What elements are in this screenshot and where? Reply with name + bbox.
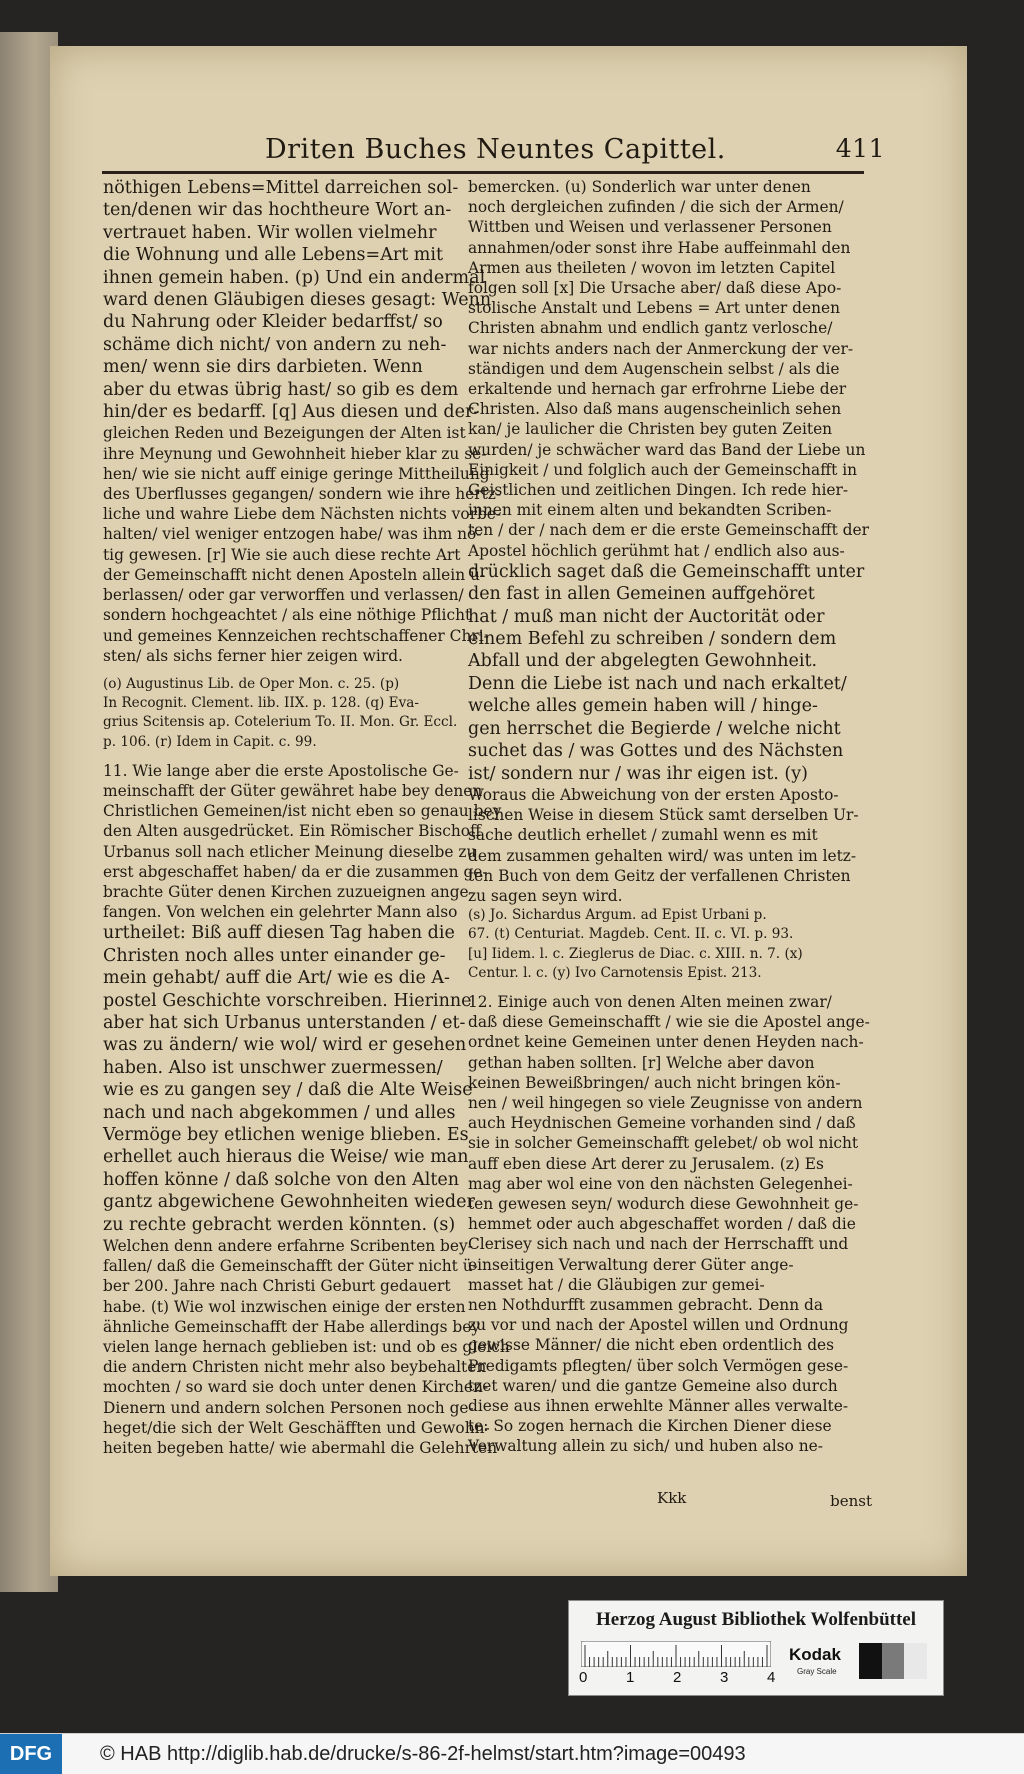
text-line: einem Befehl zu schreiben / sondern dem xyxy=(468,629,837,650)
text-line: einseitigen Verwaltung derer Güter ange- xyxy=(468,1255,794,1274)
text-line: urtheilet: Biß auff diesen Tag haben die xyxy=(103,923,455,944)
text-line: liche und wahre Liebe dem Nächsten nichts vorbe- xyxy=(103,505,502,524)
ruler-numbers xyxy=(579,1669,779,1689)
text-line: gethan haben sollten. [r] Welche aber davon xyxy=(468,1053,815,1072)
text-line: sie in solcher Gemeinschafft gelebet/ ob wol nicht xyxy=(468,1134,859,1153)
text-line: folgen soll [x] Die Ursache aber/ daß diese Apo- xyxy=(468,279,842,298)
text-line: hemmet oder auch abgeschaffet worden / daß die xyxy=(468,1215,856,1234)
text-line: Welchen denn andere erfahrne Scribenten bey- xyxy=(103,1237,473,1256)
kodak-brand: Kodak xyxy=(789,1645,841,1664)
text-line: te: So zogen hernach die Kirchen Diener diese xyxy=(468,1417,832,1436)
text-line: Dienern und andern solchen Personen noch ge- xyxy=(103,1398,474,1417)
text-line: des Uberflusses gegangen/ sondern wie ihre hertz- xyxy=(103,485,502,504)
footnote-line: [u] Iidem. l. c. Zieglerus de Diac. c. XIII. n. 7. (x) xyxy=(468,945,803,962)
text-line: ber 200. Jahre nach Christi Geburt gedauert xyxy=(103,1277,451,1296)
text-line: gantz abgewichene Gewohnheiten wieder xyxy=(103,1192,475,1213)
text-line: lischen Weise in diesem Stück samt derselben Ur- xyxy=(468,806,859,825)
text-line: haben. Also ist unschwer zuermessen/ xyxy=(103,1057,443,1078)
ruler-number: 1 xyxy=(626,1669,635,1686)
text-line: zu vor und nach der Apostel willen und Ordnung xyxy=(468,1316,849,1335)
text-line: ten / der / nach dem er die erste Gemeinschafft der xyxy=(468,521,869,540)
text-line: daß diese Gemeinschafft / wie sie die Apostel ange- xyxy=(468,1013,870,1032)
ruler-number: 3 xyxy=(720,1669,729,1686)
right-text-column xyxy=(468,177,870,1457)
text-line: aber hat sich Urbanus unterstanden / et- xyxy=(103,1012,466,1033)
text-line: fallen/ daß die Gemeinschafft der Güter nicht ü- xyxy=(103,1257,478,1276)
gray-scale-swatches xyxy=(859,1643,927,1679)
text-line: wurden/ je schwächer ward das Band der Liebe un xyxy=(468,440,866,459)
text-line: die Wohnung und alle Lebens=Art mit xyxy=(103,245,444,266)
text-line: 11. Wie lange aber die erste Apostolische Ge- xyxy=(103,761,459,780)
paragraph-gap xyxy=(103,752,455,761)
gray-scale-caption: Gray Scale xyxy=(797,1667,837,1676)
text-line: der Gemeinschafft nicht denen Aposteln allein ü- xyxy=(103,565,486,584)
library-name: Herzog August Bibliothek Wolfenbüttel xyxy=(595,1609,917,1630)
text-line: brachte Güter denen Kirchen zuzueignen ange- xyxy=(103,882,474,901)
gray-swatch-black xyxy=(859,1643,882,1679)
text-line: habe. (t) Wie wol inzwischen einige der ersten xyxy=(103,1297,466,1316)
text-line: Christlichen Gemeinen/ist nicht eben so genau bey xyxy=(103,802,502,821)
text-line: welche alles gemein haben will / hinge- xyxy=(468,696,818,717)
ruler-number: 2 xyxy=(673,1669,682,1686)
text-line: 12. Einige auch von denen Alten meinen zwar/ xyxy=(468,992,832,1011)
text-line: ten gewesen seyn/ wodurch diese Gewohnheit ge- xyxy=(468,1194,859,1213)
catchword: benst xyxy=(830,1492,872,1510)
text-line: Christen abnahm und endlich gantz verlosche/ xyxy=(468,319,833,338)
page-number: 411 xyxy=(835,134,885,163)
text-line: Vermöge bey etlichen wenige blieben. Es xyxy=(103,1125,469,1145)
text-line: Clerisey sich nach und nach der Herrschafft und xyxy=(468,1235,849,1254)
text-line: kan/ je laulicher die Christen bey guten Zeiten xyxy=(468,420,833,439)
text-line: masset hat / die Gläubigen zur gemei- xyxy=(468,1275,765,1294)
viewer-footer xyxy=(0,1733,1024,1774)
text-line: nöthigen Lebens=Mittel darreichen sol- xyxy=(103,178,459,198)
text-line: Woraus die Abweichung von der ersten Aposto- xyxy=(468,785,839,804)
text-line: und gemeines Kennzeichen rechtschaffener Chri- xyxy=(103,626,489,645)
text-line: schäme dich nicht/ von andern zu neh- xyxy=(103,334,447,355)
text-line: Christen noch alles unter einander ge- xyxy=(103,945,446,966)
text-line: sache deutlich erhellet / zumahl wenn es mit xyxy=(468,826,818,845)
text-line: gewisse Männer/ die nicht eben ordentlich des xyxy=(468,1336,835,1355)
footnote-line: (o) Augustinus Lib. de Oper Mon. c. 25. (p) xyxy=(103,675,400,692)
text-line: den Alten ausgedrücket. Ein Römischer Bischoff xyxy=(103,822,481,841)
footnote-line: 67. (t) Centuriat. Magdeb. Cent. II. c. VI. p. 93. xyxy=(468,926,794,943)
text-line: ordnet keine Gemeinen unter denen Heyden nach- xyxy=(468,1033,864,1052)
ruler-number: 4 xyxy=(767,1669,776,1686)
paragraph-gap xyxy=(103,666,455,675)
text-line: hat / muß man nicht der Auctorität oder xyxy=(468,606,825,627)
text-line: innen mit einem alten und bekandten Scriben- xyxy=(468,501,832,520)
dfg-logo: DFG xyxy=(0,1734,62,1774)
text-line: die andern Christen nicht mehr also beybehalten xyxy=(103,1358,487,1377)
text-line: drücklich saget daß die Gemeinschafft unter xyxy=(468,561,865,582)
text-line: ten Buch von dem Geitz der verfallenen Christen xyxy=(468,866,851,885)
text-line: vielen lange hernach geblieben ist: und ob es gleich xyxy=(103,1338,510,1357)
text-line: was zu ändern/ wie wol/ wird er gesehen xyxy=(103,1035,467,1056)
text-line: dem zusammen gehalten wird/ was unten im letz- xyxy=(468,846,857,865)
left-text-column xyxy=(103,177,510,1458)
footnote-line: Centur. l. c. (y) Ivo Carnotensis Epist. 213. xyxy=(468,964,762,981)
text-line: nach und nach abgekommen / und alles xyxy=(103,1102,456,1123)
text-line: sten/ als sichs ferner hier zeigen wird. xyxy=(103,646,403,665)
footnote-line: grius Scitensis ap. Cotelerium To. II. Mon. Gr. Eccl. xyxy=(103,714,458,731)
text-line: noch dergleichen zufinden / die sich der Armen/ xyxy=(468,198,844,217)
text-line: vertrauet haben. Wir wollen vielmehr xyxy=(103,222,437,243)
text-line: Christen. Also daß mans augenscheinlich sehen xyxy=(468,400,842,419)
signature-line xyxy=(602,1489,872,1529)
text-line: annahmen/oder sonst ihre Habe auffeinmahl den xyxy=(468,238,851,257)
text-line: tig gewesen. [r] Wie sie auch diese rechte Art xyxy=(103,545,461,564)
paragraph-gap xyxy=(468,983,866,992)
text-line: erhellet auch hieraus die Weise/ wie man xyxy=(103,1147,469,1168)
text-line: bemercken. (u) Sonderlich war unter denen xyxy=(468,178,811,196)
text-line: erkaltende und hernach gar erfrohrne Liebe der xyxy=(468,380,847,399)
text-line: men/ wenn sie dirs darbieten. Wenn xyxy=(103,357,423,378)
text-line: Einigkeit / und folglich auch der Gemeinschafft in xyxy=(468,460,858,479)
scan-label-card xyxy=(568,1600,944,1696)
text-line: auch Heydnischen Gemeine vorhanden sind / daß xyxy=(468,1114,856,1133)
text-line: tzet waren/ und die gantze Gemeine also durch xyxy=(468,1376,838,1395)
text-line: hen/ wie sie nicht auff einige geringe Mittheilung xyxy=(103,464,490,483)
gray-swatch-light xyxy=(904,1643,927,1679)
text-line: Denn die Liebe ist nach und nach erkaltet/ xyxy=(468,673,847,694)
text-line: berlassen/ oder gar verworffen und verlassen/ xyxy=(103,586,464,605)
text-line: du Nahrung oder Kleider bedarffst/ so xyxy=(103,312,443,333)
text-line: postel Geschichte vorschreiben. Hierinne xyxy=(103,990,472,1011)
text-line: ward denen Gläubigen dieses gesagt: Wenn xyxy=(103,290,492,311)
text-line: ten/denen wir das hochtheure Wort an- xyxy=(103,200,452,221)
text-line: halten/ viel weniger entzogen habe/ was ihm nö- xyxy=(103,525,482,544)
text-line: Urbanus soll nach etlicher Meinung dieselbe zu xyxy=(103,842,477,861)
text-line: hin/der es bedarff. [q] Aus diesen und der- xyxy=(103,402,480,423)
text-line: hoffen könne / daß solche von den Alten xyxy=(103,1169,460,1190)
text-line: fangen. Von welchen ein gelehrter Mann also xyxy=(103,903,458,922)
text-line: Predigamts pflegten/ über solch Vermögen gese- xyxy=(468,1356,849,1375)
text-line: suchet das / was Gottes und des Nächsten xyxy=(468,741,844,762)
text-line: mag aber wol eine von den nächsten Gelegenhei- xyxy=(468,1174,853,1193)
text-line: erst abgeschaffet haben/ da er die zusammen ge- xyxy=(103,862,488,881)
text-line: ähnliche Gemeinschafft der Habe allerdings bey xyxy=(103,1317,481,1336)
text-line: nen Nothdurfft zusammen gebracht. Denn da xyxy=(468,1296,824,1314)
text-line: zu rechte gebracht werden könnten. (s) xyxy=(103,1214,456,1235)
text-line: auff eben diese Art derer zu Jerusalem. (z) Es xyxy=(468,1154,824,1173)
text-line: Verwaltung allein zu sich/ und huben also ne- xyxy=(468,1437,823,1456)
text-line: ist/ sondern nur / was ihr eigen ist. (y) xyxy=(468,763,808,784)
footnote-line: (s) Jo. Sichardus Argum. ad Epist Urbani p. xyxy=(468,907,767,924)
text-line: ihnen gemein haben. (p) Und ein andermal xyxy=(103,267,486,288)
text-line: mochten / so ward sie doch unter denen Kirchen- xyxy=(103,1378,489,1397)
text-line: Wittben und Weisen und verlassener Personen xyxy=(468,218,832,237)
text-line: wie es zu gangen sey / daß die Alte Weise xyxy=(103,1080,473,1101)
signature-mark: Kkk xyxy=(657,1489,687,1507)
header-rule xyxy=(102,171,864,174)
text-line: stolische Anstalt und Lebens = Art unter denen xyxy=(468,299,841,318)
text-line: zu sagen seyn wird. xyxy=(468,886,623,905)
ruler-scale xyxy=(581,1641,771,1667)
text-line: nen / weil hingegen so viele Zeugnisse von andern xyxy=(468,1093,863,1112)
text-line: aber du etwas übrig hast/ so gib es dem xyxy=(103,379,459,400)
text-line: Armen aus theileten / wovon im letzten Capitel xyxy=(468,258,836,277)
text-line: Apostel höchlich gerühmt hat / endlich also aus- xyxy=(468,541,845,560)
footnote-line: p. 106. (r) Idem in Capit. c. 99. xyxy=(103,733,317,750)
text-line: Geistlichen und zeitlichen Dingen. Ich rede hier- xyxy=(468,481,849,500)
text-line: keinen Beweißbringen/ auch nicht bringen kön- xyxy=(468,1073,841,1092)
text-line: ständigen und dem Augenschein selbst / als die xyxy=(468,359,840,378)
text-line: war nichts anders nach der Anmerckung der ver- xyxy=(468,339,854,358)
text-line: heiten begeben hatte/ wie abermahl die Gelehrten xyxy=(103,1439,498,1458)
footnote-line: In Recognit. Clement. lib. IIX. p. 128. (q) Eva- xyxy=(103,695,419,712)
text-line: meinschafft der Güter gewähret habe bey denen xyxy=(103,781,483,800)
text-line: diese aus ihnen erwehlte Männer alles verwalte- xyxy=(468,1397,849,1416)
text-line: mein gehabt/ auff die Art/ wie es die A- xyxy=(103,968,450,989)
text-line: gleichen Reden und Bezeigungen der Alten ist xyxy=(103,424,466,443)
text-line: gen herrschet die Begierde / welche nicht xyxy=(468,718,841,739)
text-line: den fast in allen Gemeinen auffgehöret xyxy=(468,584,815,605)
text-line: ihre Meynung und Gewohnheit hieber klar zu se- xyxy=(103,444,487,463)
running-head: Driten Buches Neuntes Capittel. xyxy=(265,134,726,165)
text-line: heget/die sich der Welt Geschäfften und Gewohn- xyxy=(103,1418,490,1437)
copyright-url[interactable]: © HAB http://diglib.hab.de/drucke/s-86-2f-helmst/start.htm?image=00493 xyxy=(100,1743,746,1765)
text-line: sondern hochgeachtet / als eine nöthige Pflicht xyxy=(103,606,472,625)
text-line: Abfall und der abgelegten Gewohnheit. xyxy=(468,651,818,672)
gray-swatch-mid xyxy=(882,1643,905,1679)
ruler-number: 0 xyxy=(579,1669,588,1686)
book-page xyxy=(50,46,967,1576)
